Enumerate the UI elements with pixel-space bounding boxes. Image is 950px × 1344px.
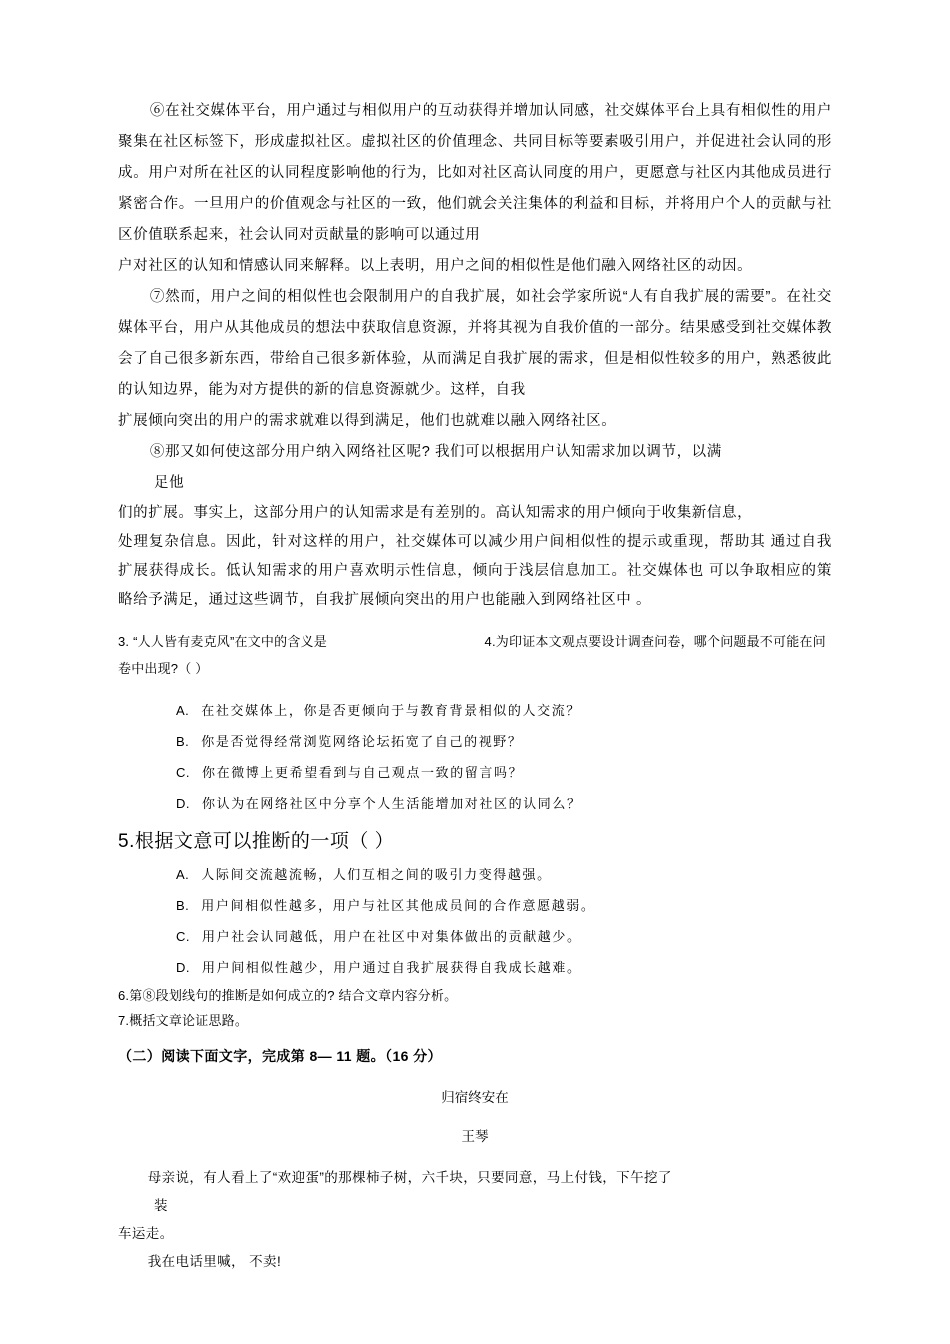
question-4-text: 4.为印证本文观点要设计调查问卷，哪个问题最不可能在问 卷中出现?（ ）: [118, 634, 826, 676]
paragraph-8-cont-a: 足他: [154, 475, 185, 491]
option-label: C.: [176, 929, 190, 944]
option-label: B.: [176, 734, 190, 749]
passage-paragraph-1-cont-a: 装: [154, 1197, 168, 1213]
option-label: D.: [176, 796, 190, 811]
question-7: 7.概括文章论证思路。: [118, 1013, 249, 1028]
question-5-option-c: [118, 921, 832, 952]
option-text: 你在微博上更希望看到与自己观点一致的留言吗？: [202, 765, 524, 780]
paragraph-7-cont: 扩展倾向突出的用户的需求就难以得到满足，他们也就难以融入网络社区。: [118, 413, 617, 429]
option-label: B.: [176, 898, 190, 913]
question-3-text: “人人皆有麦克风”在文中的含义是: [133, 634, 327, 649]
option-label: A.: [176, 703, 190, 718]
passage-author: 王琴: [461, 1129, 489, 1144]
option-text: 用户间相似性越少，用户通过自我扩展获得自我成长越难。: [202, 960, 582, 975]
question-5-option-d: [118, 952, 832, 983]
paragraph-8-cont-c: 处理复杂信息。因此，针对这样的用户，社交媒体可以减少用户间相似性的提示或重现，帮助其 通过自我扩展获得成长。低认知需求的用户喜欢明示性信息，倾向于浅层信息加工。社交媒体也 可以争取相应的策略给予满足，通过这些调节，自我扩展倾向突出的用户也能融入到网络社区中 。: [118, 534, 832, 608]
option-text: 人际间交流越流畅，人们互相之间的吸引力变得越强。: [201, 867, 552, 882]
option-label: D.: [176, 960, 190, 975]
section-2-heading: （二）阅读下面文字，完成第 8— 11 题。（16 分）: [118, 1048, 442, 1064]
question-5-heading: 5.根据文意可以推断的一项（ ）: [118, 831, 395, 852]
paragraph-6-cont: 户对社区的认知和情感认同来解释。以上表明，用户之间的相似性是他们融入网络社区的动因。: [118, 258, 753, 274]
paragraph-6: ⑥在社交媒体平台，用户通过与相似用户的互动获得并增加认同感，社交媒体平台上具有相似性的用户聚集在社区标签下，形成虚拟社区。虚拟社区的价值理念、共同目标等要素吸引用户，并促进社会认同的形成。用户对所在社区的认同程度影响他的行为，比如对社区高认同度的用户，更愿意与社区内其他成员进行紧密合作。一旦用户的价值观念与社区的一致，他们就会关注集体的利益和目标，并将用户个人的贡献与社区价值联系起来，社会认同对贡献量的影响可以通过用: [118, 103, 832, 243]
option-text: 你是否觉得经常浏览网络论坛拓宽了自己的视野？: [201, 734, 523, 749]
question-6: 6.第⑧段划线句的推断是如何成立的? 结合文章内容分析。: [118, 988, 458, 1003]
question-4-option-c: [118, 757, 832, 788]
passage-paragraph-1: 母亲说，有人看上了“欢迎蛋”的那棵柿子树，六千块，只要同意，马上付钱，下午挖了: [147, 1169, 672, 1185]
paragraph-8: ⑧那又如何使这部分用户纳入网络社区呢? 我们可以根据用户认知需求加以调节，以满: [149, 444, 722, 460]
paragraph-7: ⑦然而，用户之间的相似性也会限制用户的自我扩展，如社会学家所说“人有自我扩展的需要”。在社交媒体平台，用户从其他成员的想法中获取信息资源，并将其视为自我价值的一部分。结果感受到社交媒体教会了自己很多新东西，带给自己很多新体验，从而满足自我扩展的需求，但是相似性较多的用户，熟悉彼此的认知边界，能为对方提供的新的信息资源就少。这样，自我: [118, 289, 832, 398]
option-label: A.: [176, 867, 190, 882]
passage-paragraph-2: 我在电话里喊， 不卖!: [147, 1253, 282, 1269]
option-text: 在社交媒体上，你是否更倾向于与教育背景相似的人交流？: [201, 703, 581, 718]
question-4-option-b: [118, 726, 832, 757]
question-4-option-d: [118, 788, 832, 819]
passage-paragraph-1-cont-b: 车运走。: [118, 1225, 174, 1241]
question-5-option-a: [118, 859, 832, 890]
option-text: 用户间相似性越多，用户与社区其他成员间的合作意愿越弱。: [201, 898, 596, 913]
option-label: C.: [176, 765, 190, 780]
option-text: 用户社会认同越低，用户在社区中对集体做出的贡献越少。: [202, 929, 582, 944]
question-5-option-b: [118, 890, 832, 921]
question-4-option-a: [118, 695, 832, 726]
paragraph-8-cont-b: 们的扩展。事实上，这部分用户的认知需求是有差别的。高认知需求的用户倾向于收集新信息，: [118, 505, 753, 521]
question-3-line: [118, 628, 832, 682]
question-3-number: 3.: [118, 634, 130, 649]
passage-title: 归宿终安在: [441, 1089, 509, 1105]
option-text: 你认为在网络社区中分享个人生活能增加对社区的认同么？: [202, 796, 582, 811]
